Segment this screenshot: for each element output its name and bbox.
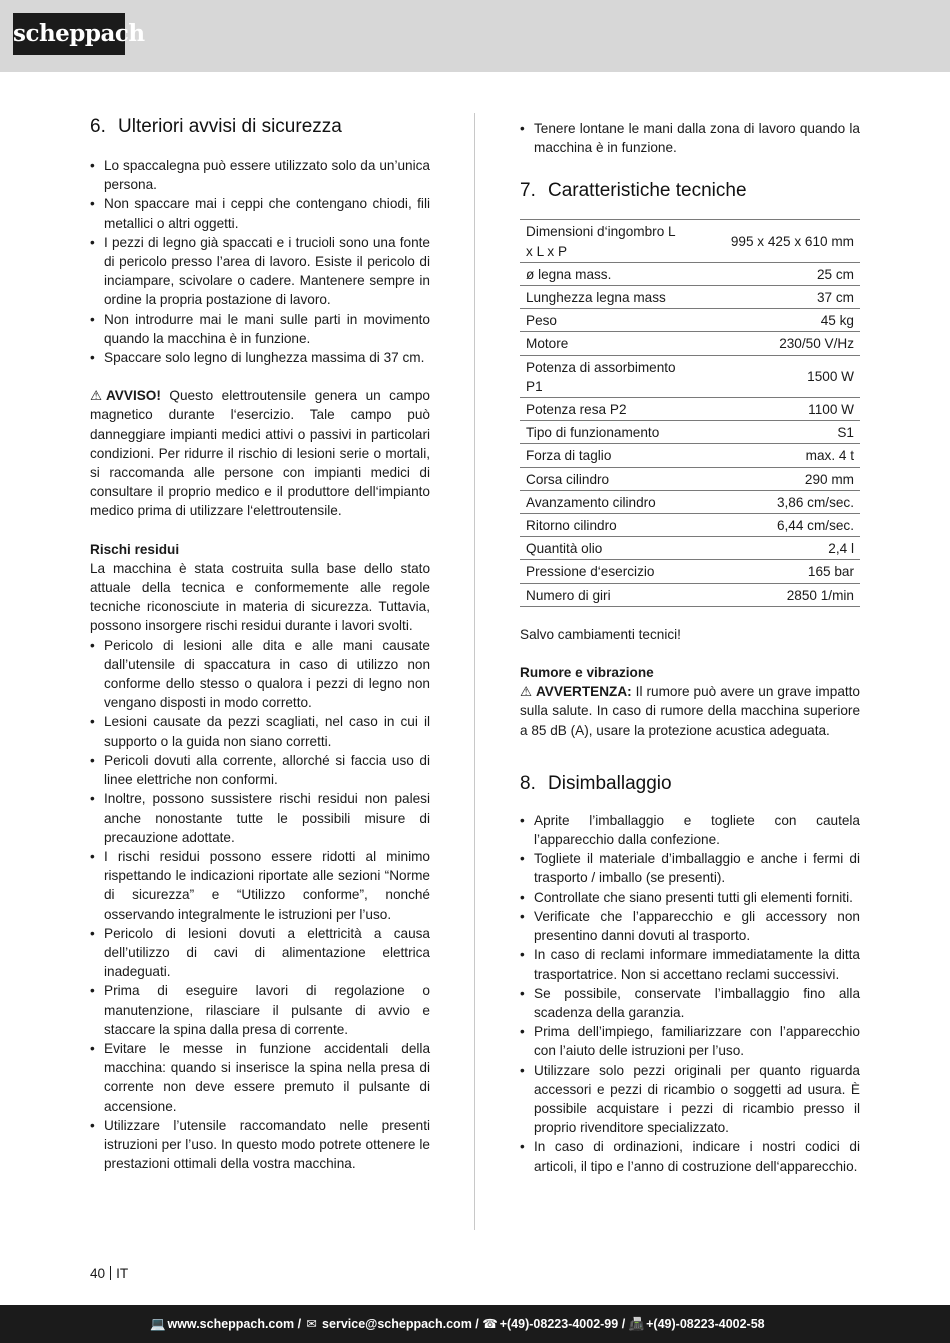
page-number-value: 40: [90, 1266, 106, 1281]
list-item: • Se possibile, conservate l’imballaggio fino alla scadenza della garanzia.: [520, 984, 860, 1022]
right-column: [520, 119, 860, 1176]
page-number-separator: [110, 1266, 111, 1280]
list-item: • In caso di reclami informare immediatamente la ditta trasportatrice. Non si accettano reclami successivi.: [520, 945, 860, 983]
list-item: • Prima di eseguire lavori di regolazione o manutenzione, rilasciare il pulsante di avvio e staccare la spina dalla presa di corrente.: [90, 981, 430, 1039]
avvertenza-text: Il rumore può avere un grave impatto sulla salute. In caso di rumore della macchina superiore a 85 dB (A), usare la protezione acustica adeguata.: [520, 684, 860, 738]
footer-bar: [0, 1305, 950, 1343]
spec-label: Peso: [520, 309, 690, 332]
footer-separator: /: [471, 1317, 483, 1331]
list-item: • Pericolo di lesioni alle dita e alle mani causate dall’utensile di spaccatura in caso di utilizzo non conforme dello stesso o qualora i pezzi di legno non vengano disposti in modo corretto.: [90, 636, 430, 713]
spec-row: [520, 309, 860, 332]
spec-value: 165 bar: [690, 560, 860, 583]
list-item: • Togliete il materiale d’imballaggio e anche i fermi di trasporto / imballo (se presenti).: [520, 849, 860, 887]
page-language: IT: [116, 1266, 129, 1281]
spec-value: 37 cm: [690, 286, 860, 309]
mail-icon: ✉: [306, 1317, 317, 1331]
spec-row: [520, 220, 860, 262]
spec-row: [520, 490, 860, 513]
list-item: • Tenere lontane le mani dalla zona di lavoro quando la macchina è in funzione.: [520, 119, 860, 157]
section-7-number: 7.: [520, 180, 536, 202]
left-column: [90, 115, 430, 1173]
list-item: • Verificate che l’apparecchio e gli accessory non presentino danni dovuti al trasporto.: [520, 907, 860, 945]
footer-website-link[interactable]: www.scheppach.com: [167, 1317, 295, 1331]
list-item: • Evitare le messe in funzione accidentali della macchina: quando si inserisce la spina nella presa di corrente non deve essere premuto il pulsante di accensione.: [90, 1039, 430, 1116]
section-8-number: 8.: [520, 772, 536, 794]
list-item: • Non spaccare mai i ceppi che contengano chiodi, fili metallici o altri oggetti.: [90, 194, 430, 232]
header-bar: [0, 0, 950, 72]
spec-row: [520, 421, 860, 444]
section-7-heading: [520, 179, 860, 203]
list-item: • Utilizzare l’utensile raccomandato nelle presenti istruzioni per l’uso. In questo modo potrete ottenere le prestazioni ottimali della vostra macchina.: [90, 1116, 430, 1174]
warning-icon: ⚠: [90, 388, 103, 404]
spec-label: Dimensioni d‘ingombro L x L x P: [520, 220, 690, 262]
footer-phone[interactable]: +(49)-08223-4002-99: [499, 1317, 619, 1331]
phone-icon: ☎: [482, 1317, 498, 1331]
spec-value: 2,4 l: [690, 537, 860, 560]
list-item: • I rischi residui possono essere ridotti al minimo rispettando le indicazioni riportate alle sezioni “Norme di sicurezza” e “Utilizzo conforme”, nonché osservando integralmente le istruzioni per l’uso.: [90, 847, 430, 924]
list-item: • Utilizzare solo pezzi originali per quanto riguarda accessori e pezzi di ricambio o soggetti ad usura. È possibile acquistare i pezzi di ricambio presso il proprio rivenditore specializzato.: [520, 1061, 860, 1138]
section-6-list: [90, 156, 430, 367]
spec-row: [520, 583, 860, 606]
section-7-title: Caratteristiche tecniche: [548, 180, 747, 202]
footer-fax: +(49)-08223-4002-58: [646, 1317, 765, 1331]
spec-row: [520, 537, 860, 560]
spec-value: 6,44 cm/sec.: [690, 514, 860, 537]
spec-value: 995 x 425 x 610 mm: [690, 220, 860, 262]
footer-separator: /: [294, 1317, 305, 1331]
footer-contacts: [150, 1305, 765, 1343]
top-continued-list: [520, 119, 860, 157]
warning-icon: ⚠: [520, 684, 533, 700]
spec-value: 1500 W: [690, 355, 860, 397]
column-divider: [474, 113, 475, 1230]
spec-row: [520, 467, 860, 490]
avviso-paragraph: [90, 386, 430, 520]
footer-email-link[interactable]: service@scheppach.com: [322, 1317, 472, 1331]
spec-label: Ritorno cilindro: [520, 514, 690, 537]
list-item: • Pericolo di lesioni dovuti a elettricità a causa dell’utilizzo di cavi di alimentazione elettrica inadeguati.: [90, 924, 430, 982]
spec-label: Forza di taglio: [520, 444, 690, 467]
spec-label: Motore: [520, 332, 690, 355]
spec-row: [520, 514, 860, 537]
list-item: • In caso di ordinazioni, indicare i nostri codici di articoli, il tipo e l’anno di costruzione dell‘apparecchio.: [520, 1137, 860, 1175]
list-item: • Non introdurre mai le mani sulle parti in movimento quando la macchina è in funzione.: [90, 310, 430, 348]
spec-label: Pressione d‘esercizio: [520, 560, 690, 583]
scheppach-logo: scheppach: [13, 13, 125, 55]
spec-label: Potenza resa P2: [520, 398, 690, 421]
spec-row: [520, 262, 860, 285]
avvertenza-label: AVVERTENZA:: [536, 684, 632, 700]
list-item: • I pezzi di legno già spaccati e i trucioli sono una fonte di pericolo presso l’area di lavoro. Esiste il pericolo di inciampare, scivolare o cadere. Mantenere sempre in ordine la propria postazione di lavoro.: [90, 233, 430, 310]
spec-value: S1: [690, 421, 860, 444]
list-item: • Controllate che siano presenti tutti gli elementi forniti.: [520, 888, 860, 907]
avvertenza-paragraph: [520, 682, 860, 740]
spec-value: 1100 W: [690, 398, 860, 421]
fax-icon: 📠: [628, 1317, 645, 1331]
salvo-note: Salvo cambiamenti tecnici!: [520, 626, 681, 642]
spec-label: Corsa cilindro: [520, 467, 690, 490]
spec-value: max. 4 t: [690, 444, 860, 467]
avviso-text: Questo elettroutensile genera un campo magnetico durante l‘esercizio. Tale campo può danneggiare impianti medici attivi o passivi in particolari condizioni. Per ridurre il rischio di lesioni serie o mortali, si raccomanda alle persone con impianti medici di consultare il proprio medico e il produttore dell‘impianto medico prima di utilizzare l‘elettroutensile.: [90, 388, 430, 519]
spec-row: [520, 560, 860, 583]
section-6-title: Ulteriori avvisi di sicurezza: [118, 116, 342, 137]
list-item: • Lo spaccalegna può essere utilizzato solo da un’unica persona.: [90, 156, 430, 194]
rischi-intro: La macchina è stata costruita sulla base dello stato attuale della tecnica e conformemente alle regole tecniche riconosciute in materia di sicurezza. Tuttavia, possono insorgere rischi residui durante i lavori svolti.: [90, 560, 430, 634]
avviso-label: AVVISO!: [106, 388, 161, 404]
list-item: • Inoltre, possono sussistere rischi residui non palesi anche nonostante tutte le possibili misure di precauzione adottate.: [90, 789, 430, 847]
spec-label: Lunghezza legna mass: [520, 286, 690, 309]
spec-value: 290 mm: [690, 467, 860, 490]
spec-label: Potenza di assorbimento P1: [520, 355, 690, 397]
spec-value: 230/50 V/Hz: [690, 332, 860, 355]
rumore-heading: Rumore e vibrazione: [520, 665, 654, 681]
laptop-icon: 💻: [150, 1317, 166, 1331]
spec-value: 3,86 cm/sec.: [690, 490, 860, 513]
spec-row: [520, 398, 860, 421]
specs-table: [520, 219, 860, 606]
section-8-heading: [520, 772, 860, 796]
spec-value: 2850 1/min: [690, 583, 860, 606]
list-item: • Aprite l’imballaggio e togliete con cautela l’apparecchio dalla confezione.: [520, 811, 860, 849]
section-6-heading: [90, 115, 430, 139]
footer-separator: /: [618, 1317, 629, 1331]
list-item: • Lesioni causate da pezzi scagliati, nel caso in cui il supporto o la guida non siano corretti.: [90, 712, 430, 750]
spec-row: [520, 444, 860, 467]
list-item: • Prima dell’impiego, familiarizzare con l’apparecchio con l’aiuto delle istruzioni per l’uso.: [520, 1022, 860, 1060]
spec-label: Numero di giri: [520, 583, 690, 606]
spec-label: ø legna mass.: [520, 262, 690, 285]
spec-value: 45 kg: [690, 309, 860, 332]
spec-label: Avanzamento cilindro: [520, 490, 690, 513]
list-item: • Spaccare solo legno di lunghezza massima di 37 cm.: [90, 348, 430, 367]
page-number: [90, 1264, 128, 1283]
spec-row: [520, 286, 860, 309]
section-6-number: 6.: [90, 116, 106, 137]
spec-label: Tipo di funzionamento: [520, 421, 690, 444]
rischi-heading: Rischi residui: [90, 541, 180, 557]
section-8-list: [520, 811, 860, 1176]
list-item: • Pericoli dovuti alla corrente, allorché si faccia uso di linee elettriche non conformi.: [90, 751, 430, 789]
section-8-title: Disimballaggio: [548, 772, 672, 794]
spec-row: [520, 355, 860, 397]
spec-row: [520, 332, 860, 355]
rischi-list: [90, 636, 430, 1174]
spec-label: Quantità olio: [520, 537, 690, 560]
spec-value: 25 cm: [690, 262, 860, 285]
